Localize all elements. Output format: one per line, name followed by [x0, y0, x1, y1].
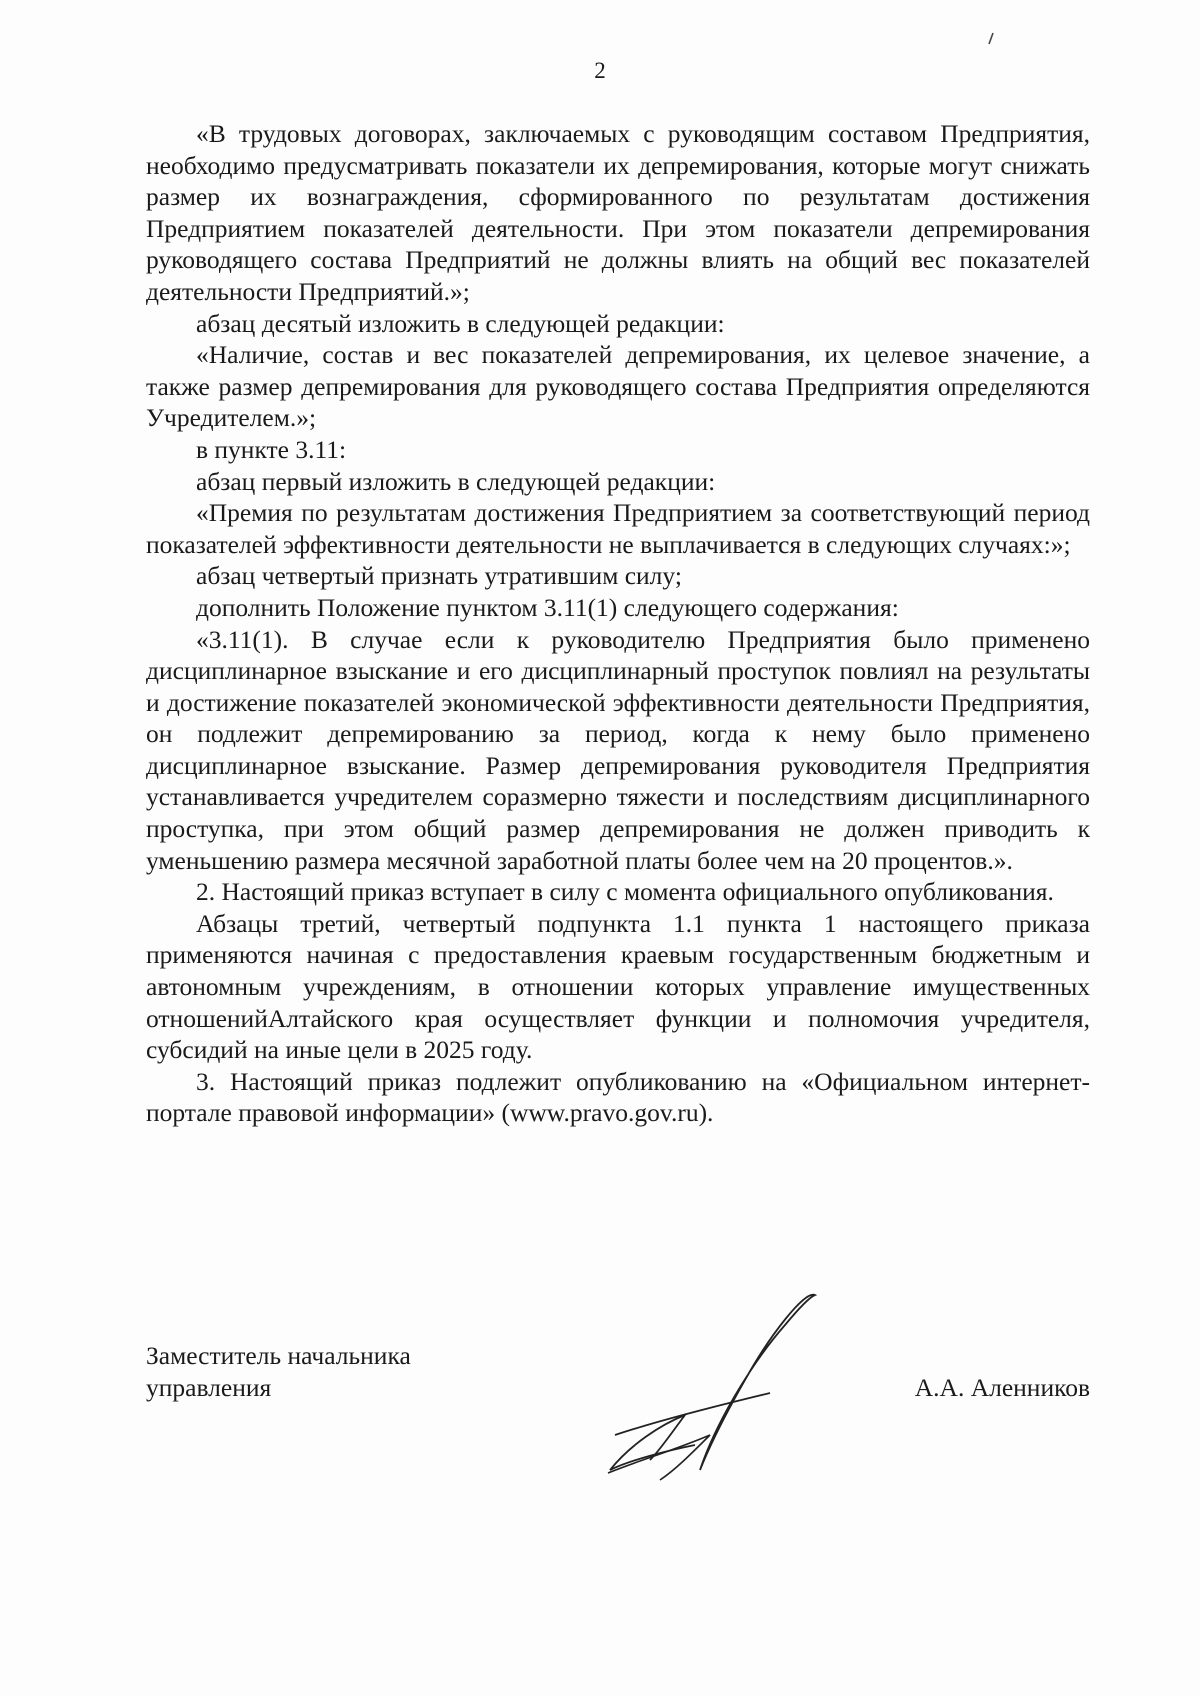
paragraph-entry-into-force: 2. Настоящий приказ вступает в силу с момента официального опубликования.	[196, 877, 1054, 907]
signer-name: А.А. Аленников	[914, 1372, 1090, 1402]
paragraph-bonus-not-paid: «Премия по результатам достижения Предприятием за соответствующий период показателей эффективности деятельности не выплачивается в следующих случаях:»;	[146, 498, 1090, 559]
paragraph-supplement-3-11-1: дополнить Положение пунктом 3.11(1) следующего содержания:	[196, 592, 899, 622]
signer-position-line-2: управления	[146, 1372, 272, 1402]
scan-mark-icon	[986, 32, 996, 46]
paragraph-point-3-11: в пункте 3.11:	[196, 434, 347, 464]
paragraph-fourth-abzac-void: абзац четвертый признать утратившим силу;	[196, 561, 682, 591]
paragraph-tenth-abzac: абзац десятый изложить в следующей редакции:	[196, 308, 725, 338]
paragraph-depremium-composition: «Наличие, состав и вес показателей депремирования, их целевое значение, а также размер депремирования для руководящего состава Предприятия определяются Учредителем.»;	[146, 340, 1090, 433]
handwritten-signature-icon	[600, 1285, 830, 1485]
paragraph-application-2025: Абзацы третий, четвертый подпункта 1.1 пункта 1 настоящего приказа применяются начиная с предоставления краевым государственным бюджетным и автономным учреждениям, в отношении которых управление имущественных отношенийАлтайского края осуществляет функции и полномочия учредителя, субсидий на иные цели в 2025 году.	[146, 908, 1090, 1065]
signer-position-line-1: Заместитель начальника	[146, 1341, 411, 1370]
paragraph-publication: 3. Настоящий приказ подлежит опубликованию на «Официальном интернет-портале правовой информации» (www.pravo.gov.ru).	[146, 1066, 1090, 1128]
signer-position	[146, 1340, 566, 1403]
paragraph-contract-clause: «В трудовых договорах, заключаемых с руководящим составом Предприятия, необходимо предусматривать показатели их депремирования, которые могут снижать размер их вознаграждения, сформированного по результатам достижения Предприятием показателей деятельности. При этом показатели депремирования руководящего состава Предприятий не должны влиять на общий вес показателей деятельности Предприятий.»;	[146, 119, 1090, 306]
paragraph-3-11-1-text: «3.11(1). В случае если к руководителю Предприятия было применено дисциплинарное взыскание и его дисциплинарный проступок повлиял на результаты и достижение показателей экономической эффективности деятельности Предприятия, он подлежит депремированию за период, когда к нему было применено дисциплинарное взыскание. Размер депремирования руководителя Предприятия устанавливается учредителем соразмерно тяжести и последствиям дисциплинарного проступка, при этом общий размер депремирования не должен приводить к уменьшению размера месячной заработной платы более чем на 20 процентов.».	[146, 624, 1090, 875]
page-number: 2	[594, 58, 606, 83]
document-body	[146, 118, 1090, 1129]
paragraph-first-abzac: абзац первый изложить в следующей редакции:	[196, 466, 716, 496]
